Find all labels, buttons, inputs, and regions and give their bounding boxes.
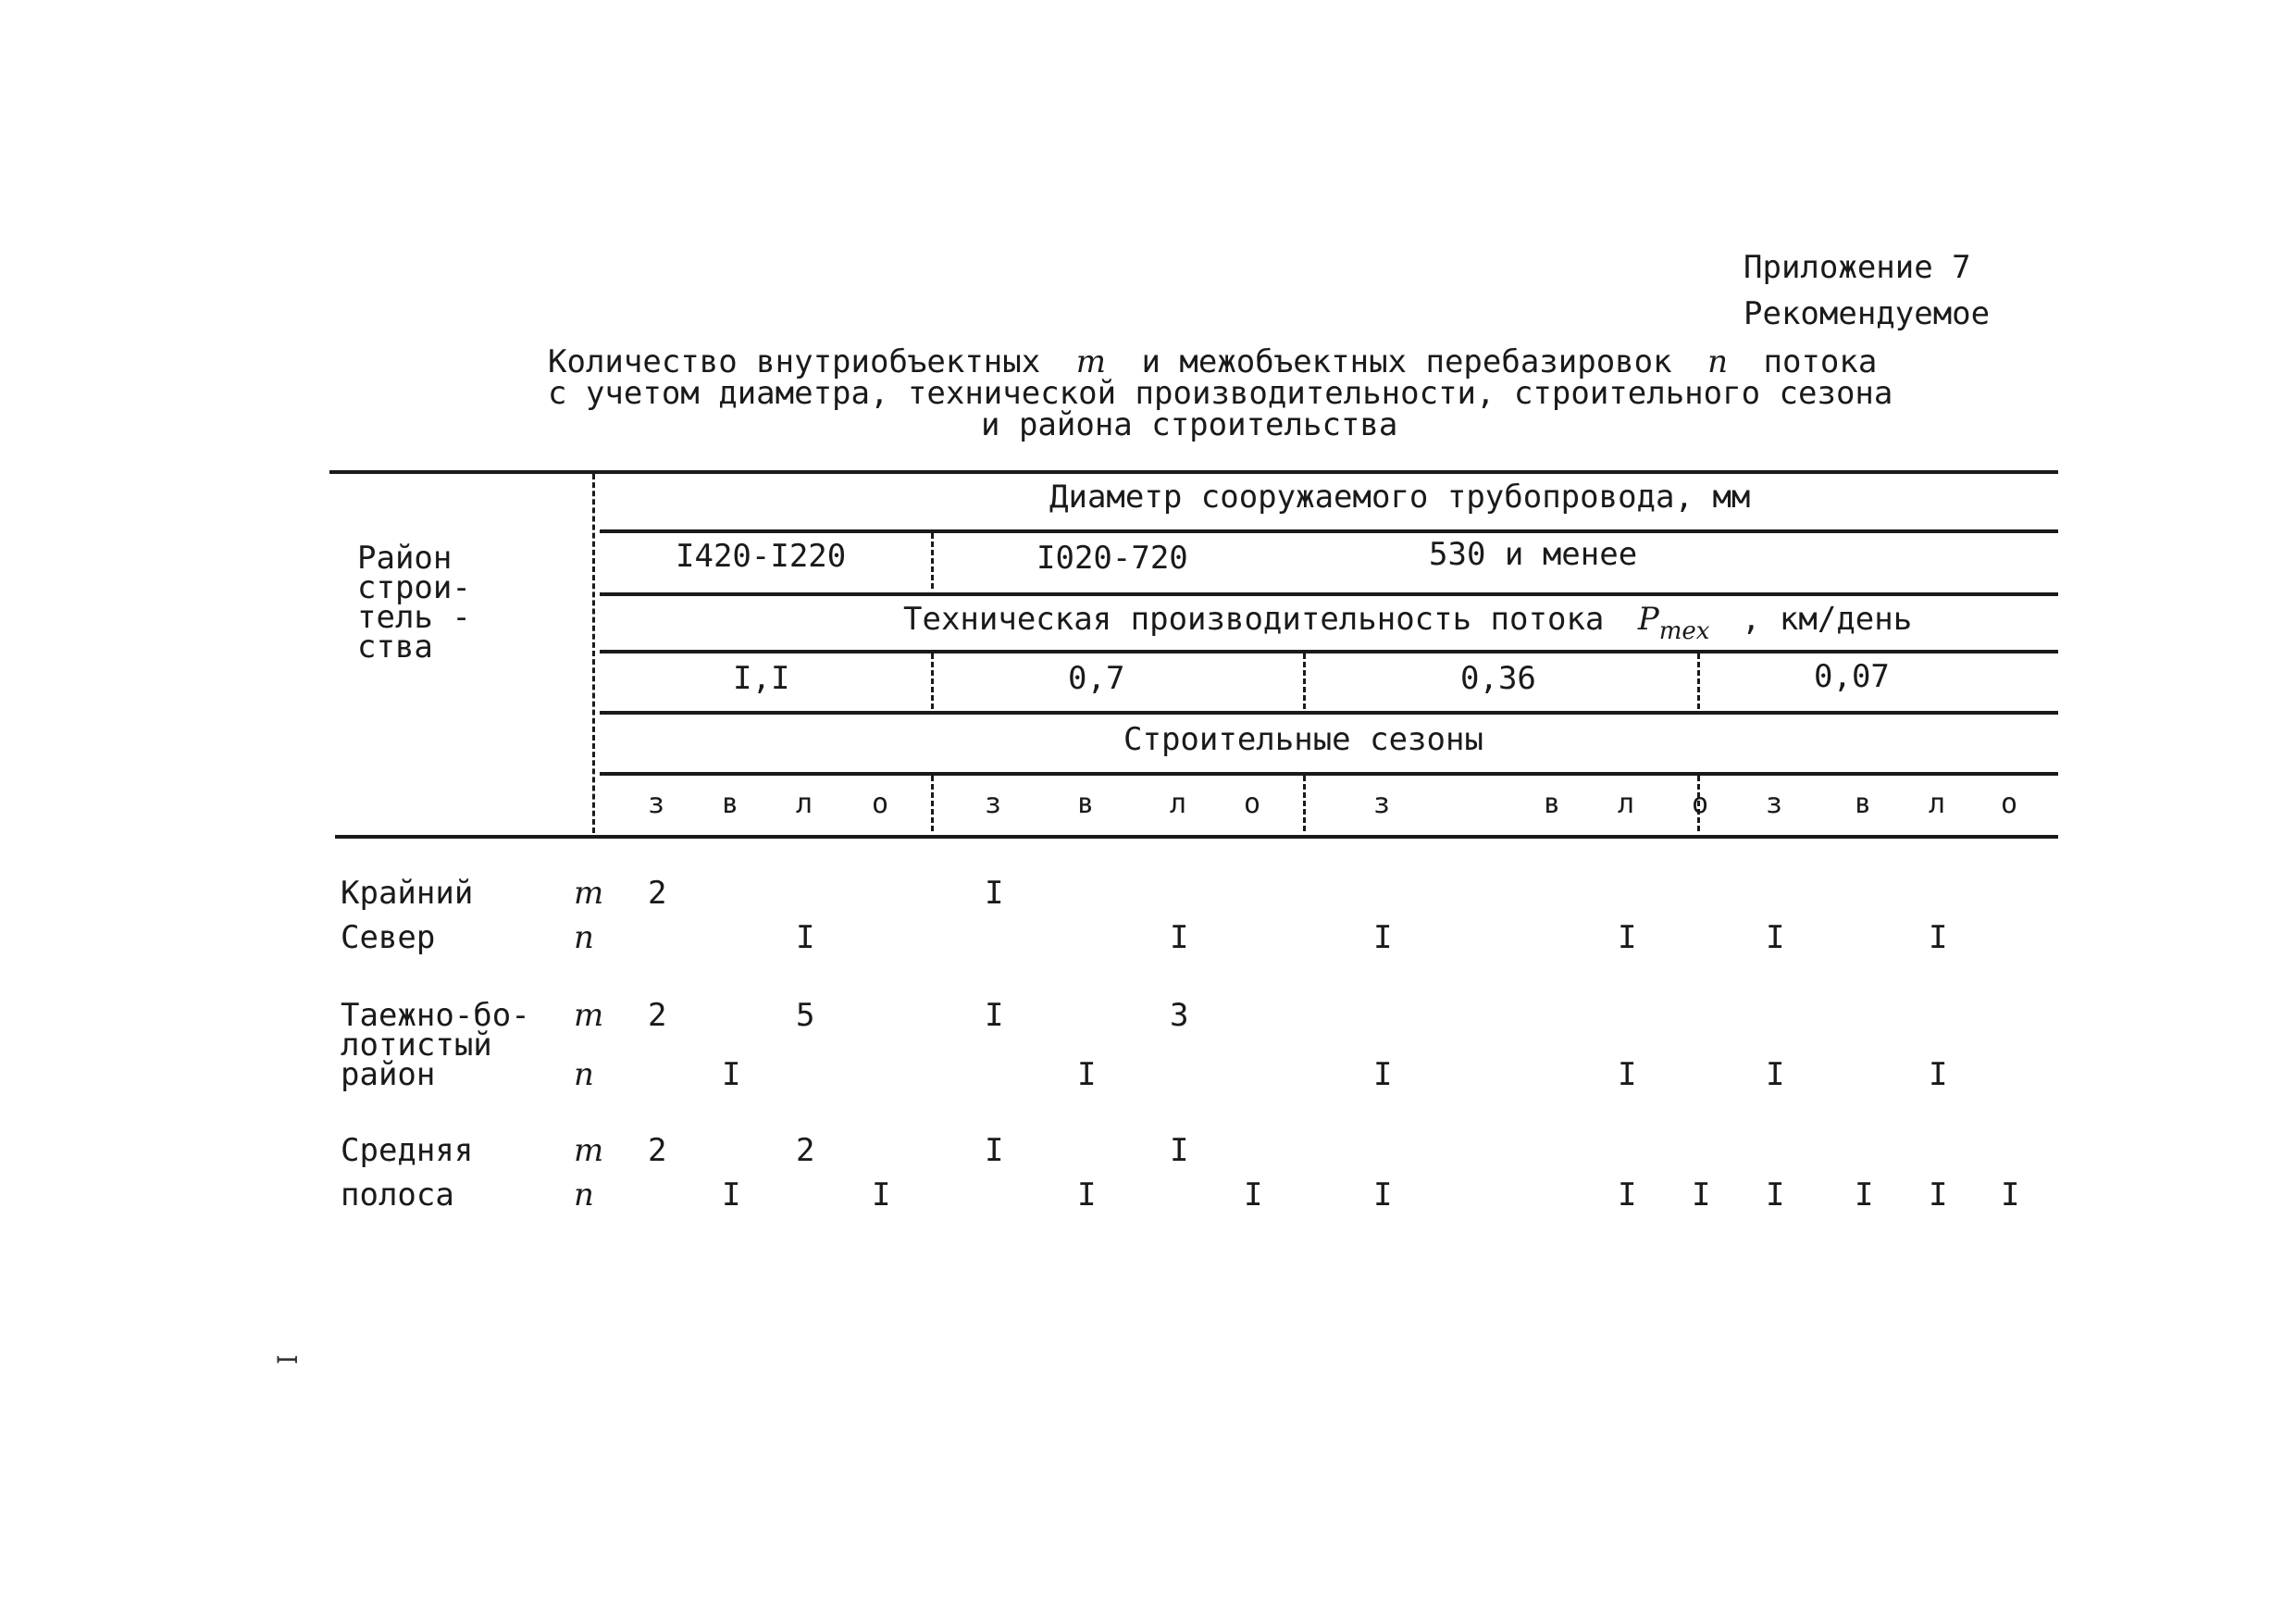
row-2-n-cell-11: I	[1618, 1056, 1637, 1093]
season-letter-8: о	[1244, 788, 1261, 820]
row-3-n-cell-15: I	[1929, 1176, 1948, 1214]
row-1-n-cell-13: I	[1766, 919, 1785, 956]
productivity-header	[903, 601, 1913, 645]
season-letter-12: о	[1692, 788, 1709, 820]
row-2-n-cell-2: I	[722, 1056, 741, 1093]
row-3-name-line-2: полоса	[341, 1176, 454, 1214]
row-3-n-cell-13: I	[1766, 1176, 1785, 1214]
row-3-n-cell-8: I	[1244, 1176, 1263, 1214]
row-2-symbol-n: n	[574, 1056, 594, 1093]
season-letter-11: л	[1618, 788, 1635, 820]
row-3-n-cell-11: I	[1618, 1176, 1637, 1214]
season-letter-9: з	[1373, 788, 1391, 820]
table-top-rule	[329, 470, 2058, 474]
row-2-symbol-m: m	[574, 997, 604, 1034]
rule-diameter	[600, 529, 2058, 533]
productivity-prefix: Техническая производительность потока	[903, 601, 1605, 638]
season-letter-14: в	[1855, 788, 1872, 820]
row-3-n-cell-12: I	[1692, 1176, 1711, 1214]
region-header-4: ства	[357, 629, 433, 666]
season-divider-2	[1303, 776, 1306, 831]
row-1-n-cell-9: I	[1373, 919, 1393, 956]
title-part2: и межобъектных перебазировок	[1141, 343, 1672, 380]
row-2-n-cell-13: I	[1766, 1056, 1785, 1093]
row-3-symbol-m: m	[574, 1132, 604, 1169]
diameter-range-1: I420-I220	[676, 538, 847, 575]
row-3-n-cell-16: I	[2001, 1176, 2020, 1214]
productivity-divider-3	[1697, 653, 1700, 709]
rule-seasons	[600, 772, 2058, 776]
season-divider-1	[931, 776, 934, 831]
rule-productivity-values	[600, 711, 2058, 715]
row-2-n-cell-9: I	[1373, 1056, 1393, 1093]
row-2-name-line-3: район	[341, 1056, 436, 1093]
row-2-name-line-2: лотистый	[341, 1027, 492, 1064]
season-letter-7: л	[1170, 788, 1187, 820]
productivity-value-4: 0,07	[1814, 658, 1890, 695]
productivity-subscript: тех	[1658, 617, 1710, 645]
row-3-n-cell-6: I	[1077, 1176, 1097, 1214]
row-1-n-cell-3: I	[796, 919, 815, 956]
region-header-1: Район	[357, 540, 453, 577]
diameter-range-2: I020-720	[1036, 540, 1188, 577]
row-2-m-cell-5: I	[985, 997, 1004, 1034]
title-line-2: с учетом диаметра, технической производительности, строительного сезона	[548, 375, 1893, 412]
diameter-range-3: 530 и менее	[1429, 536, 1638, 573]
row-2-n-cell-6: I	[1077, 1056, 1097, 1093]
row-3-m-cell-1: 2	[648, 1132, 667, 1169]
season-letter-3: л	[796, 788, 813, 820]
productivity-symbol: P	[1637, 601, 1659, 638]
season-letter-6: в	[1077, 788, 1095, 820]
margin-page-mark: ꟷ	[276, 1345, 299, 1377]
row-1-n-cell-7: I	[1170, 919, 1189, 956]
row-1-symbol-n: n	[574, 919, 594, 956]
row-3-symbol-n: n	[574, 1176, 594, 1214]
title-line-1	[548, 343, 1878, 380]
rule-diameter-ranges	[600, 592, 2058, 596]
title-part3: потока	[1763, 343, 1878, 380]
row-3-m-cell-5: I	[985, 1132, 1004, 1169]
diameter-header: Диаметр сооружаемого трубопровода, мм	[1049, 479, 1751, 516]
productivity-value-3: 0,36	[1460, 660, 1536, 697]
row-3-m-cell-3: 2	[796, 1132, 815, 1169]
region-header-2: строи-	[357, 569, 471, 606]
row-3-name-line-1: Средняя	[341, 1132, 474, 1169]
row-1-name-line-1: Крайний	[341, 875, 474, 912]
rule-productivity	[600, 650, 2058, 653]
row-1-n-cell-11: I	[1618, 919, 1637, 956]
title-line-3: и района строительства	[981, 406, 1398, 443]
rule-header-bottom	[335, 835, 2058, 839]
row-3-n-cell-4: I	[872, 1176, 891, 1214]
row-2-m-cell-3: 5	[796, 997, 815, 1034]
season-letter-2: в	[722, 788, 739, 820]
row-1-symbol-m: m	[574, 875, 604, 912]
appendix-label: Приложение 7	[1744, 249, 1971, 286]
row-3-n-cell-14: I	[1855, 1176, 1874, 1214]
productivity-divider-1	[931, 653, 934, 709]
diameter-divider-1	[931, 533, 934, 589]
appendix-status: Рекомендуемое	[1744, 295, 1991, 332]
region-header-3: тель -	[357, 599, 471, 636]
season-letter-16: о	[2001, 788, 2018, 820]
season-letter-10: в	[1544, 788, 1561, 820]
productivity-divider-2	[1303, 653, 1306, 709]
row-1-m-cell-1: 2	[648, 875, 667, 912]
title-part1: Количество внутриобъектных	[548, 343, 1041, 380]
productivity-value-1: I,I	[733, 660, 790, 697]
row-1-name-line-2: Север	[341, 919, 436, 956]
season-letter-5: з	[985, 788, 1002, 820]
row-2-m-cell-1: 2	[648, 997, 667, 1034]
season-letter-1: з	[648, 788, 665, 820]
row-1-m-cell-5: I	[985, 875, 1004, 912]
title-symbol-m: m	[1075, 343, 1106, 380]
region-column-divider	[592, 474, 595, 833]
productivity-value-2: 0,7	[1068, 660, 1125, 697]
season-letter-13: з	[1766, 788, 1783, 820]
seasons-header: Строительные сезоны	[1123, 721, 1483, 758]
row-2-m-cell-7: 3	[1170, 997, 1189, 1034]
row-3-n-cell-9: I	[1373, 1176, 1393, 1214]
season-letter-4: о	[872, 788, 889, 820]
title-symbol-n: n	[1707, 343, 1728, 380]
season-letter-15: л	[1929, 788, 1946, 820]
row-1-n-cell-15: I	[1929, 919, 1948, 956]
row-2-n-cell-15: I	[1929, 1056, 1948, 1093]
row-2-name-line-1: Таежно-бо-	[341, 997, 530, 1034]
row-3-n-cell-2: I	[722, 1176, 741, 1214]
row-3-m-cell-7: I	[1170, 1132, 1189, 1169]
productivity-suffix: , км/день	[1741, 601, 1913, 638]
